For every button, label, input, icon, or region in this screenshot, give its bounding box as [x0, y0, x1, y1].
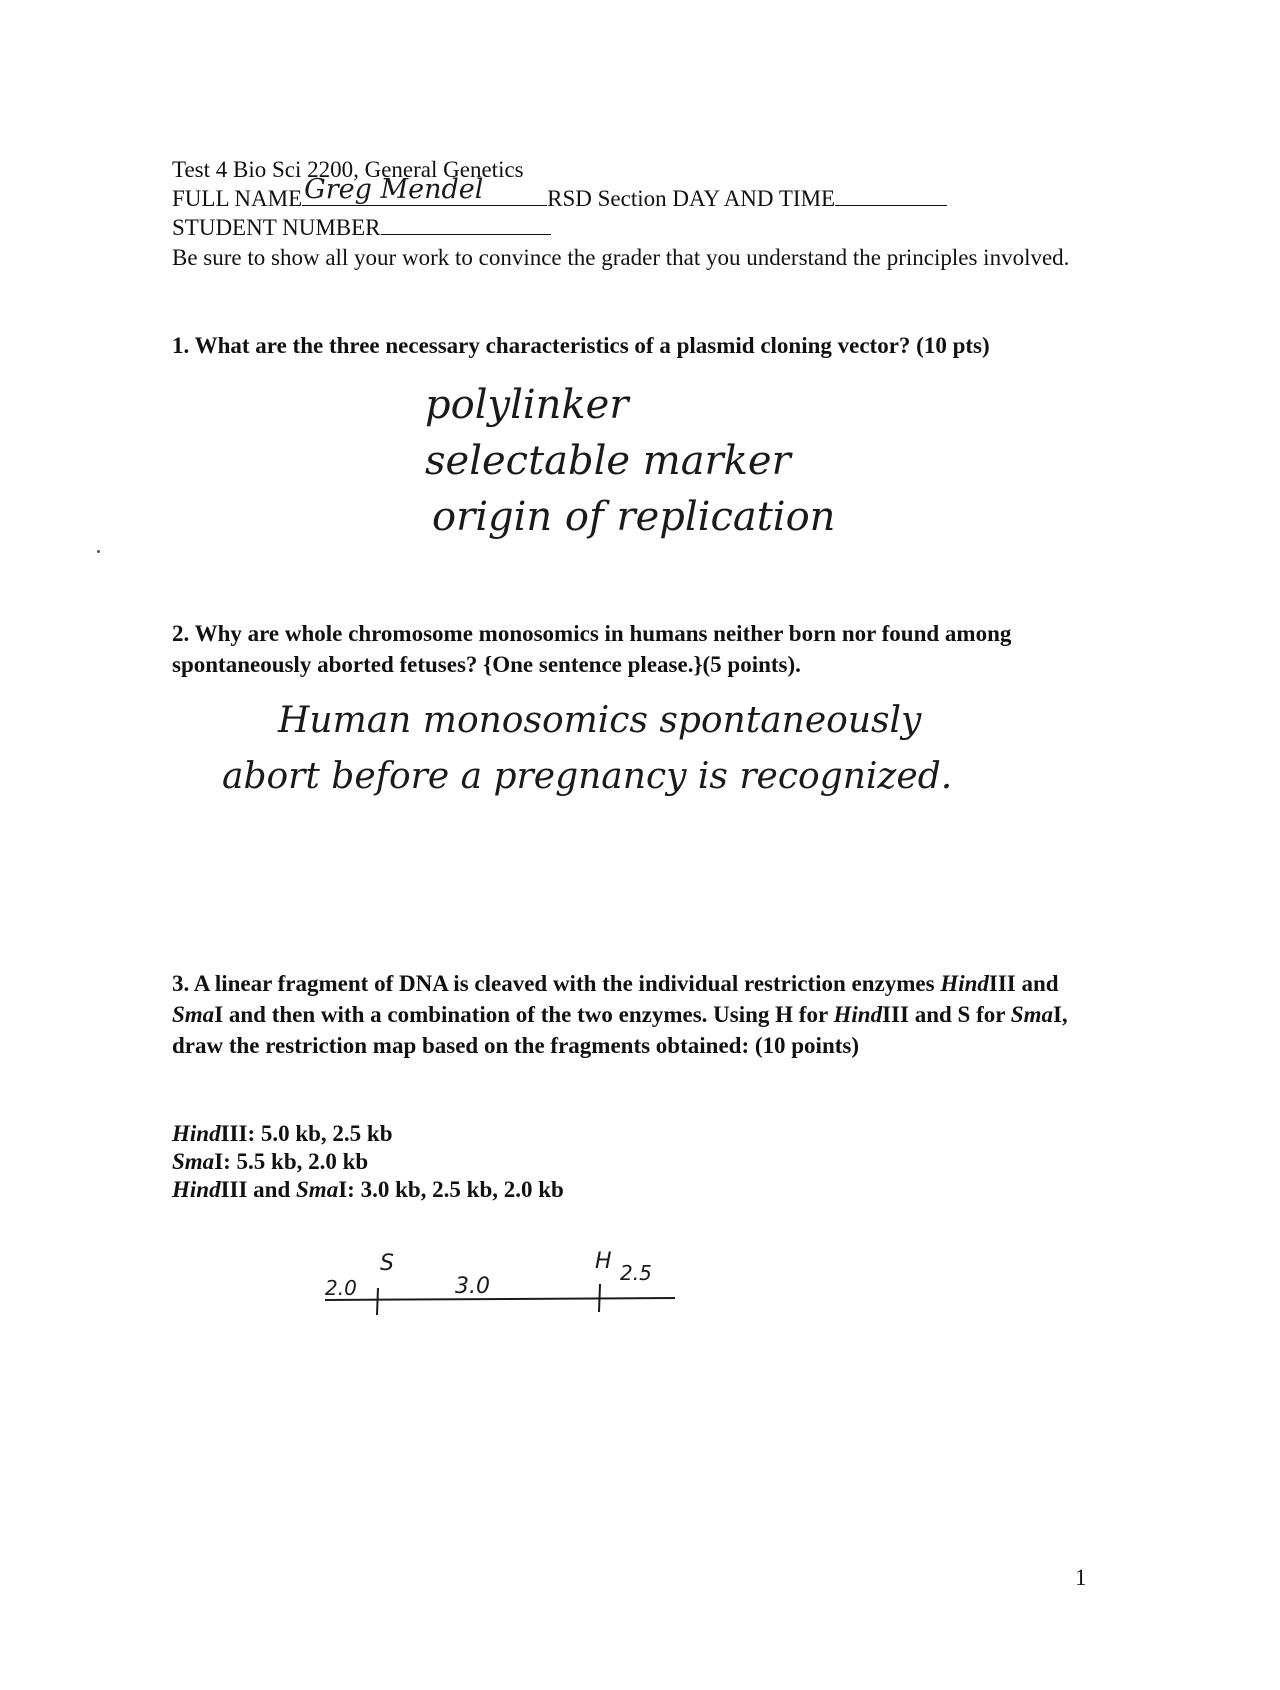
answer-2-line-1: Human monosomics spontaneously	[278, 700, 922, 741]
rsd-section-blank	[835, 185, 947, 206]
question-3-text-c: I and then with a combination of the two enzymes. Using H for	[214, 1002, 834, 1027]
question-3	[172, 968, 1092, 1061]
question-1	[172, 330, 1102, 361]
fragment-smai: SmaI: 5.5 kb, 2.0 kb	[172, 1149, 369, 1174]
map-site-h-label: H	[595, 1249, 612, 1274]
map-site-s-tick	[377, 1288, 378, 1315]
question-3-sma-1: Sma	[172, 1002, 215, 1027]
question-2-number: 2.	[172, 621, 190, 646]
map-site-h-tick	[599, 1284, 600, 1312]
answer-1-line-1: polylinker	[425, 382, 629, 428]
question-3-hind-1: Hind	[940, 971, 989, 996]
question-1-number: 1.	[172, 333, 190, 358]
map-right-segment: 2.5	[620, 1261, 652, 1285]
question-3-text-e: I, draw the restriction map based on the fragments obtained: (10 points)	[172, 1002, 1068, 1058]
map-left-segment: 2.0	[325, 1276, 357, 1300]
student-number-row	[172, 213, 551, 243]
scan-speck	[97, 550, 100, 553]
answer-1-line-2: selectable marker	[425, 438, 791, 484]
question-1-text: What are the three necessary characteristics of a plasmid cloning vector? (10 pts)	[194, 333, 990, 358]
page-number: 1	[1075, 1565, 1087, 1590]
question-3-text-a: A linear fragment of DNA is cleaved with the individual restriction enzymes	[193, 971, 941, 996]
instructions: Be sure to show all your work to convince the grader that you understand the principles involved.	[172, 245, 1070, 270]
exam-title: Test 4 Bio Sci 2200, General Genetics	[172, 157, 524, 182]
full-name-row	[172, 174, 947, 214]
question-2	[172, 618, 1072, 680]
question-3-number: 3.	[172, 971, 190, 996]
fragment-hindiii: HindIII: 5.0 kb, 2.5 kb	[172, 1121, 393, 1146]
full-name-label: FULL NAME	[172, 186, 303, 211]
question-3-sma-2: Sma	[1010, 1002, 1053, 1027]
answer-1-line-3: origin of replication	[432, 494, 836, 540]
question-2-text: Why are whole chromosome monosomics in humans neither born nor found among spontaneously aborted fetuses? {One sentence please.}(5 points).	[172, 621, 1012, 677]
question-3-hind-2: Hind	[833, 1002, 883, 1027]
rsd-section-label: RSD Section DAY AND TIME	[547, 186, 836, 211]
full-name-handwritten: Greg Mendel	[304, 174, 484, 205]
map-site-s-label: S	[380, 1251, 394, 1276]
question-3-text-b: III and	[988, 971, 1059, 996]
answer-2-line-2: abort before a pregnancy is recognized.	[222, 756, 953, 797]
restriction-map	[320, 1240, 700, 1330]
question-3-text-d: III and S for	[882, 1002, 1011, 1027]
student-number-blank	[381, 214, 551, 235]
map-middle-segment: 3.0	[455, 1274, 490, 1299]
student-number-label: STUDENT NUMBER	[172, 215, 381, 240]
fragment-double-digest: HindIII and SmaI: 3.0 kb, 2.5 kb, 2.0 kb	[172, 1177, 564, 1202]
full-name-blank	[302, 174, 547, 206]
